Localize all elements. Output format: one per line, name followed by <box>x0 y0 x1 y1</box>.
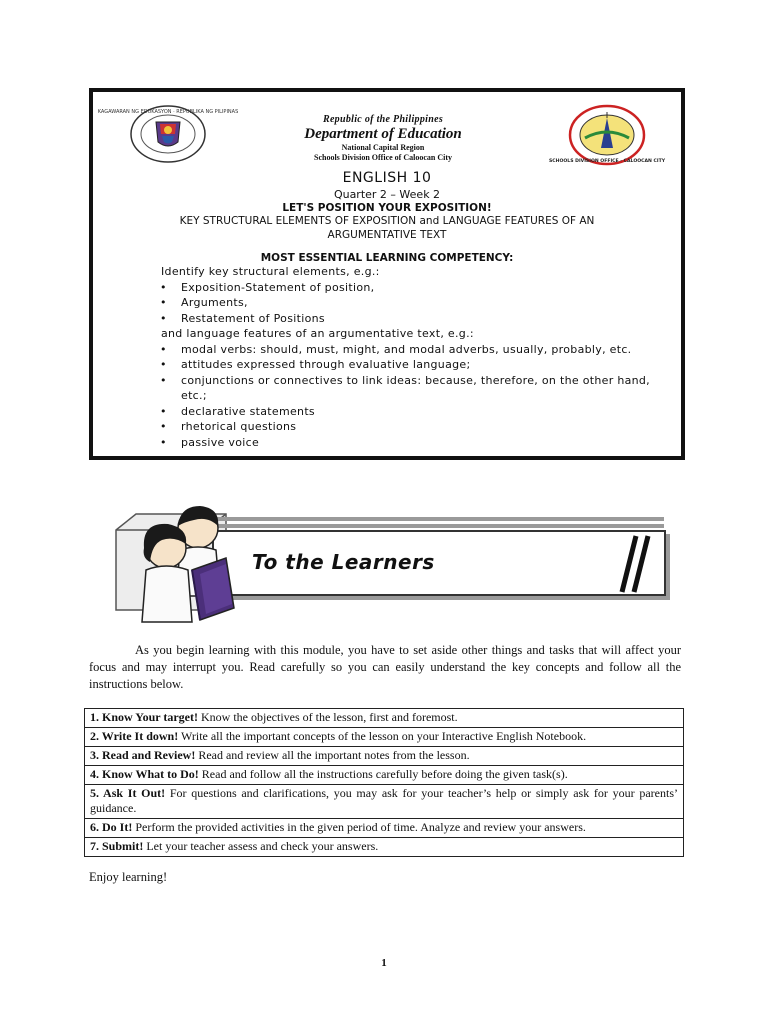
list-item: • declarative statements <box>159 404 679 420</box>
list-item: • Arguments, <box>159 295 679 311</box>
instruction-text: Read and review all the important notes from the lesson. <box>195 748 470 762</box>
instructions-table <box>84 708 684 857</box>
instruction-label: 3. Read and Review! <box>90 748 196 762</box>
melc-intro-language: and language features of an argumentative text, e.g.: <box>161 327 474 340</box>
intro-paragraph-text: As you begin learning with this module, you have to set aside other things and tasks that will affect your focus and may interrupt you. Read carefully so you can easily understand the key concepts and follow all the instructions below. <box>89 643 681 691</box>
structural-elements-list <box>159 280 679 327</box>
instruction-text: Let your teacher assess and check your answers. <box>143 839 379 853</box>
left-seal-text: KAGAWARAN NG EDUKASYON · REPUBLIKA NG PILIPINAS <box>97 109 239 115</box>
instruction-label: 4. Know What to Do! <box>90 767 199 781</box>
instruction-label: 6. Do It! <box>90 820 133 834</box>
instruction-label: 2. Write It down! <box>90 729 179 743</box>
module-title-block <box>93 170 681 264</box>
republic-label: Republic of the Philippines <box>322 114 444 125</box>
list-item: • Restatement of Positions <box>159 311 679 327</box>
sdo-caloocan-seal-icon <box>548 104 666 166</box>
table-row <box>85 747 684 766</box>
department-name: Department of Education <box>304 126 462 142</box>
list-item: • passive voice <box>159 435 679 451</box>
instruction-text: Perform the provided activities in the given period of time. Analyze and review your answers. <box>132 820 586 834</box>
instruction-label: 1. Know Your target! <box>90 710 198 724</box>
banner-slash-icon <box>614 532 654 596</box>
page-number: 1 <box>381 957 387 969</box>
learners-illustration-icon <box>122 500 262 630</box>
banner-title: To the Learners <box>252 550 435 574</box>
list-item: • conjunctions or connectives to link ideas: because, therefore, on the other hand, etc.; <box>159 373 679 404</box>
module-header-box <box>89 88 685 460</box>
list-item: • Exposition-Statement of position, <box>159 280 679 296</box>
table-row <box>85 709 684 728</box>
language-features-list <box>159 342 679 451</box>
instruction-label: 7. Submit! <box>90 839 144 853</box>
closing-text: Enjoy learning! <box>89 870 168 884</box>
list-item: • attitudes expressed through evaluative language; <box>159 357 679 373</box>
instruction-text: For questions and clarifications, you may ask for your teacher’s help or simply ask for your parents’ guidance. <box>90 786 679 815</box>
melc-heading: MOST ESSENTIAL LEARNING COMPETENCY: <box>260 252 514 264</box>
table-row <box>85 785 684 819</box>
banner-stripe-lines <box>216 516 666 530</box>
table-row <box>85 728 684 747</box>
list-item: • modal verbs: should, must, might, and modal adverbs, usually, probably, etc. <box>159 342 679 358</box>
division-label: Schools Division Office of Caloocan City <box>314 153 452 162</box>
melc-body <box>159 264 679 450</box>
melc-intro-structural: Identify key structural elements, e.g.: <box>161 265 380 278</box>
table-row <box>85 819 684 838</box>
intro-paragraph <box>89 642 681 693</box>
instruction-text: Write all the important concepts of the lesson on your Interactive English Notebook. <box>178 729 587 743</box>
right-seal-text: SCHOOLS DIVISION OFFICE · CALOOCAN CITY <box>548 159 666 164</box>
table-row <box>85 838 684 857</box>
subject-title: ENGLISH 10 <box>342 170 432 186</box>
topic-line-2: ARGUMENTATIVE TEXT <box>327 229 447 241</box>
topic-line-1: KEY STRUCTURAL ELEMENTS OF EXPOSITION and LANGUAGE FEATURES OF AN <box>179 215 595 227</box>
quarter-week: Quarter 2 – Week 2 <box>333 188 441 201</box>
list-item: • rhetorical questions <box>159 419 679 435</box>
table-row <box>85 766 684 785</box>
to-the-learners-banner <box>108 500 668 630</box>
region-label: National Capital Region <box>341 143 425 152</box>
deped-seal-icon <box>97 104 239 164</box>
lesson-title: LET'S POSITION YOUR EXPOSITION! <box>282 202 492 214</box>
deped-heading <box>213 114 553 163</box>
instruction-text: Know the objectives of the lesson, first and foremost. <box>198 710 458 724</box>
instruction-label: 5. Ask It Out! <box>90 786 166 800</box>
instruction-text: Read and follow all the instructions carefully before doing the given task(s). <box>198 767 568 781</box>
